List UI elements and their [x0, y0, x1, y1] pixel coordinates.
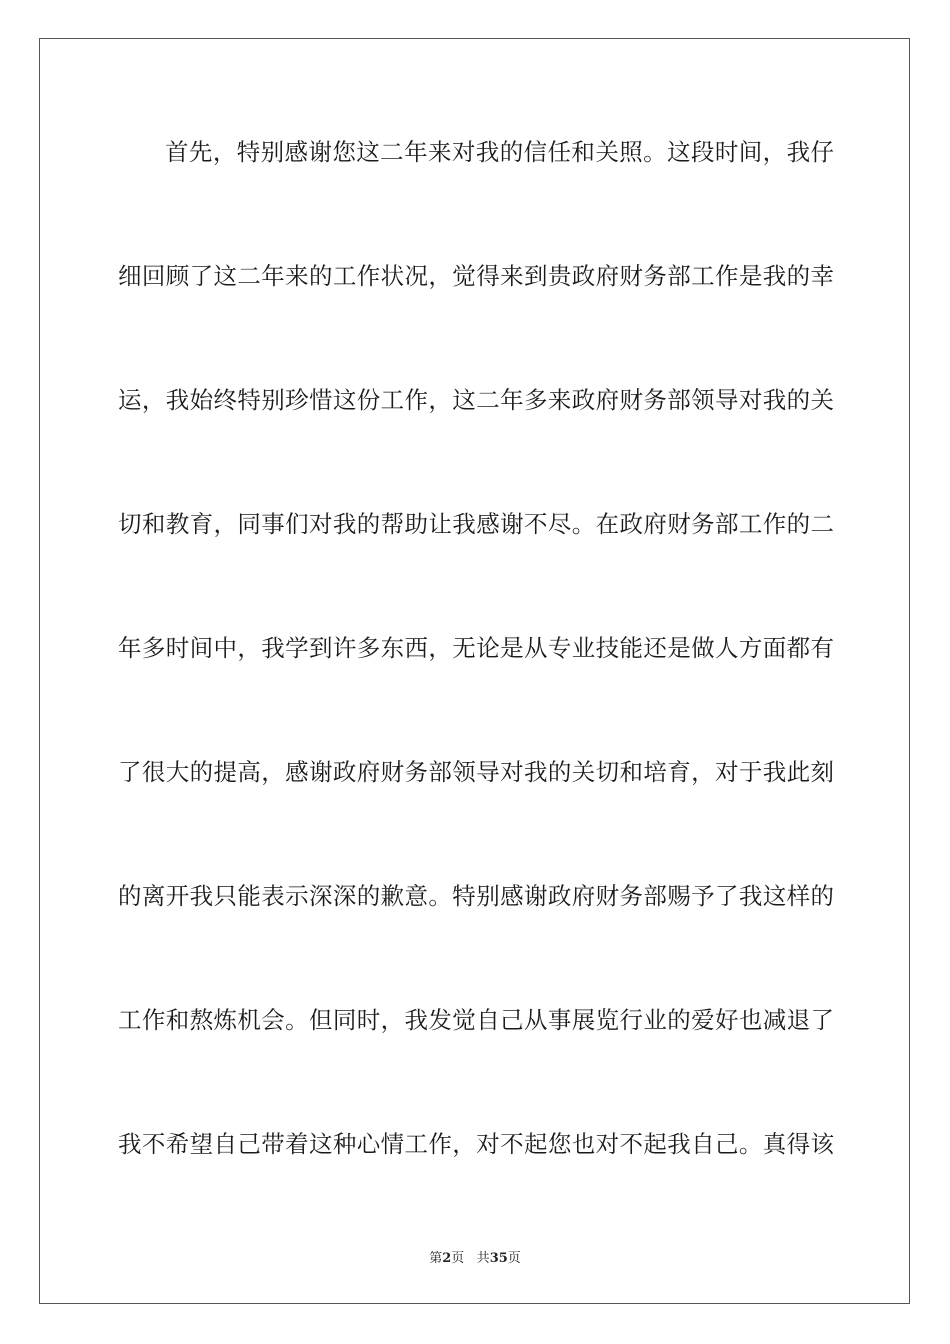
total-prefix: 共 — [476, 1251, 490, 1266]
paragraph-line-5: 年多时间中，我学到许多东西，无论是从专业技能还是做人方面都有 — [118, 634, 834, 662]
paragraph-line-4: 切和教育，同事们对我的帮助让我感谢不尽。在政府财务部工作的二 — [118, 510, 834, 538]
current-page-number: 2 — [442, 1251, 452, 1266]
paragraph-line-7: 的离开我只能表示深深的歉意。特别感谢政府财务部赐予了我这样的 — [118, 882, 834, 910]
page-footer — [0, 1247, 950, 1266]
page-prefix: 第 — [429, 1251, 443, 1266]
paragraph-line-2: 细回顾了这二年来的工作状况，觉得来到贵政府财务部工作是我的幸 — [118, 262, 834, 290]
paragraph-line-8: 工作和熬炼机会。但同时，我发觉自己从事展览行业的爱好也减退了 — [118, 1006, 834, 1034]
paragraph-line-3: 运，我始终特别珍惜这份工作，这二年多来政府财务部领导对我的关 — [118, 386, 834, 414]
document-body — [118, 128, 834, 1244]
page-suffix: 页 — [451, 1251, 465, 1266]
total-suffix: 页 — [507, 1251, 521, 1266]
paragraph-line-6: 了很大的提高，感谢政府财务部领导对我的关切和培育，对于我此刻 — [118, 758, 834, 786]
paragraph-line-9: 我不希望自己带着这种心情工作，对不起您也对不起我自己。真得该 — [118, 1130, 834, 1158]
total-page-count: 35 — [489, 1251, 508, 1266]
paragraph-line-1: 首先，特别感谢您这二年来对我的信任和关照。这段时间，我仔 — [165, 138, 834, 166]
